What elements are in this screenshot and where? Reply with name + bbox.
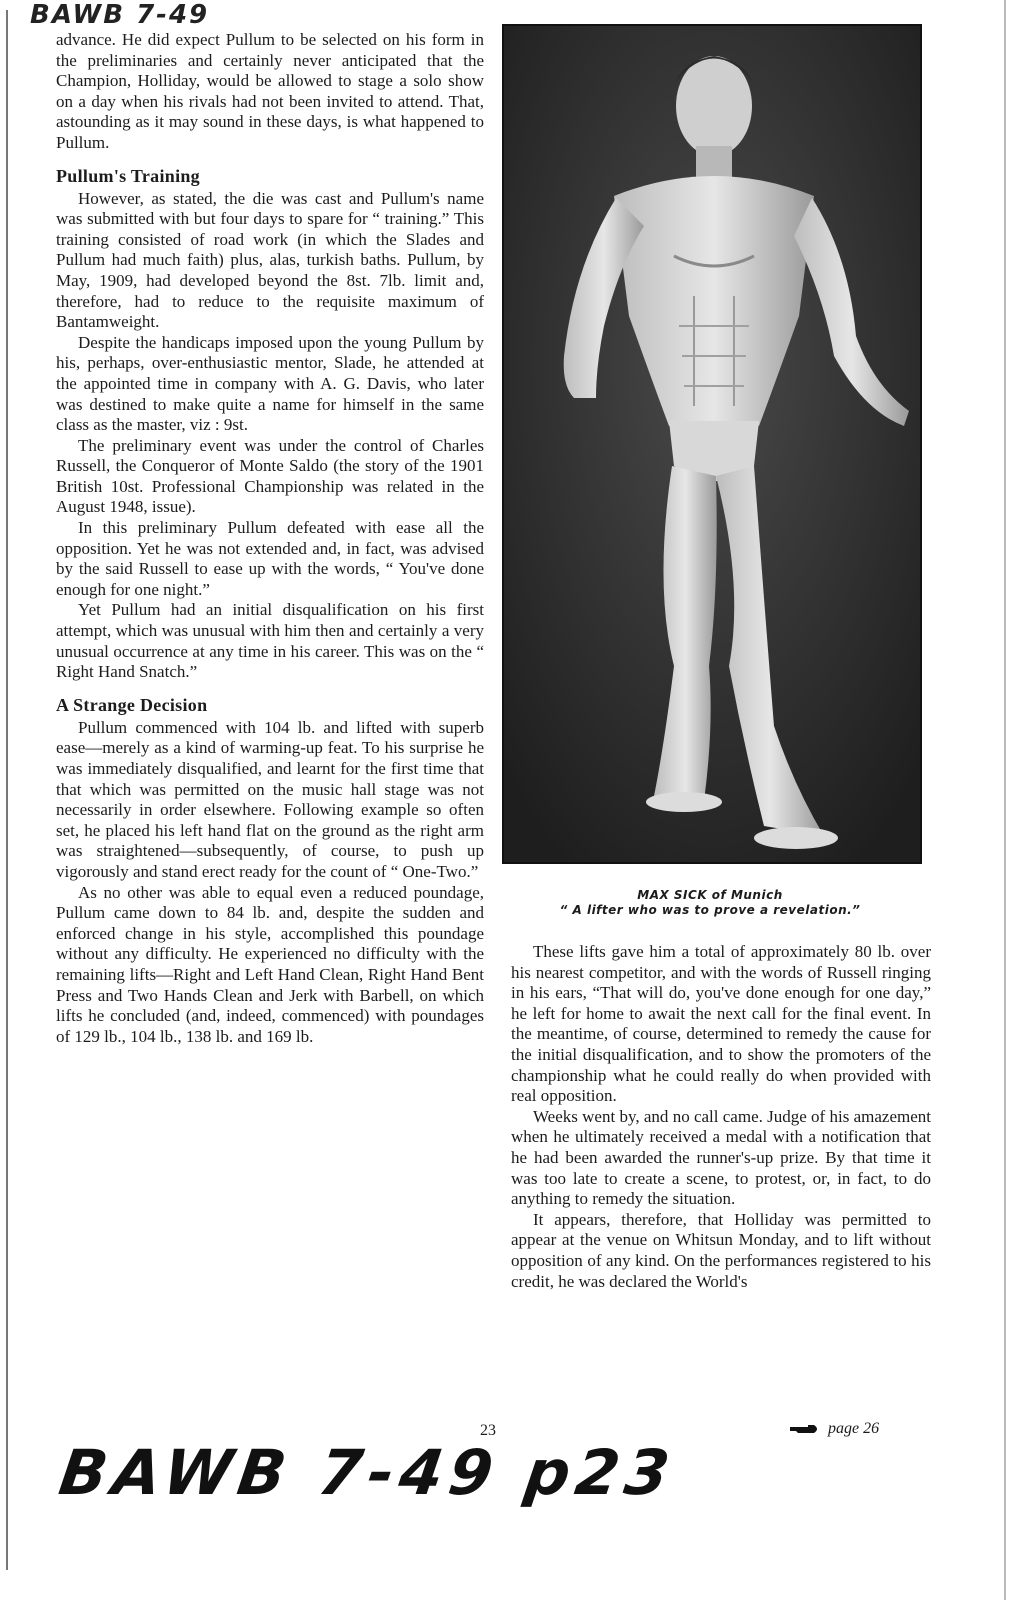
page-number: 23 — [480, 1422, 496, 1439]
paragraph: The preliminary event was under the control of Charles Russell, the Conqueror of Monte Saldo (the story of the 1901 British 10st. Professional Championship was related in the August 1948, issue). — [56, 435, 484, 517]
paragraph: In this preliminary Pullum defeated with ease all the opposition. Yet he was not extended and, in fact, was advised by the said Russell to ease up with the words, “ You've done enough for one night.” — [56, 518, 484, 599]
continued-on-page — [790, 1420, 879, 1438]
handwritten-top-note: BAWB 7-49 — [30, 0, 210, 30]
handwritten-reference: BAWB 7-49 p23 — [54, 1436, 680, 1509]
paragraph: However, as stated, the die was cast and Pullum's name was submitted with but four days to spare for “ training.” This training consisted of road work (in which the Slades and Pullum had much faith) plus, alas, turkish baths. Pullum, by May, 1909, had developed beyond the 8st. 7lb. limit and, therefore, had to reduce to the requisite maximum of Bantamweight. — [56, 188, 484, 332]
photo-caption — [502, 888, 918, 918]
heading-pullums-training: Pullum's Training — [56, 165, 200, 186]
athlete-figure-illustration — [504, 26, 920, 862]
right-column — [511, 942, 931, 1292]
left-column — [56, 30, 484, 1047]
paragraph: Weeks went by, and no call came. Judge of his amazement when he ultimately received a medal with a notification that he had been awarded the runner's-up prize. By that time it was too late to create a scene, to protest, or, in fact, to do anything to remedy the situation. — [511, 1106, 931, 1209]
intro-paragraph: advance. He did expect Pullum to be selected on his form in the preliminaries and certainly never anticipated that the Champion, Holliday, would be allowed to stage a solo show on a day when his rivals had not been invited to attend. That, astounding as it may sound in these days, is what happened to Pullum. — [56, 30, 484, 152]
continued-label: page 26 — [828, 1420, 880, 1437]
paragraph: Despite the handicaps imposed upon the young Pullum by his, perhaps, over-enthusiastic mentor, Slade, he attended at the appointed time in company with A. G. Davis, who later was destined to make quite a name for himself in the same class as the master, viz : 9st. — [56, 332, 484, 435]
scan-edge-left — [6, 10, 8, 1570]
heading-strange-decision: A Strange Decision — [56, 694, 208, 715]
paragraph: As no other was able to equal even a reduced poundage, Pullum came down to 84 lb. and, despite the sudden and enforced change in his style, accomplished this poundage without any difficulty. He experienced no difficulty with the remaining lifts—Right and Left Hand Clean, Right Hand Bent Press and Two Hands Clean and Jerk with Barbell, on which lifts he concluded (and, indeed, commenced) with poundages of 129 lb., 104 lb., 138 lb. and 169 lb. — [56, 882, 484, 1046]
paragraph: Pullum commenced with 104 lb. and lifted with superb ease—merely as a kind of warming-up feat. To his surprise he was immediately disqualified, and learnt for the first time that that which was permitted on the music hall stage was not necessarily in order elsewhere. Following example so often set, he placed his left hand flat on the ground as the right arm was straightened—subsequently, of course, to push up vigorously and stand erect ready for the count of “ One-Two.” — [56, 717, 484, 881]
paragraph: Yet Pullum had an initial disqualification on his first attempt, which was unusual with him then and certainly a very unusual occurrence at any time in his career. This was on the “ Right Hand Snatch.” — [56, 600, 484, 682]
caption-quote: “ A lifter who was to prove a revelation.” — [559, 903, 861, 917]
scan-edge-right — [1004, 0, 1006, 1600]
paragraph: These lifts gave him a total of approximately 80 lb. over his nearest competitor, and with the words of Russell ringing in his ears, “That will do, you've done enough for one day,” he left for home to await the next call for the final event. In the meantime, of course, determined to remedy the cause for the initial disqualification, and to show the promoters of the championship what he could really do when provided with real opposition. — [511, 942, 931, 1106]
athlete-photo — [502, 24, 922, 864]
pointing-hand-icon — [790, 1424, 820, 1434]
paragraph: It appears, therefore, that Holliday was permitted to appear at the venue on Whitsun Monday, and to lift without opposition of any kind. On the performances registered to his credit, he was declared the World's — [511, 1209, 931, 1291]
caption-title: MAX SICK of Munich — [637, 888, 783, 902]
